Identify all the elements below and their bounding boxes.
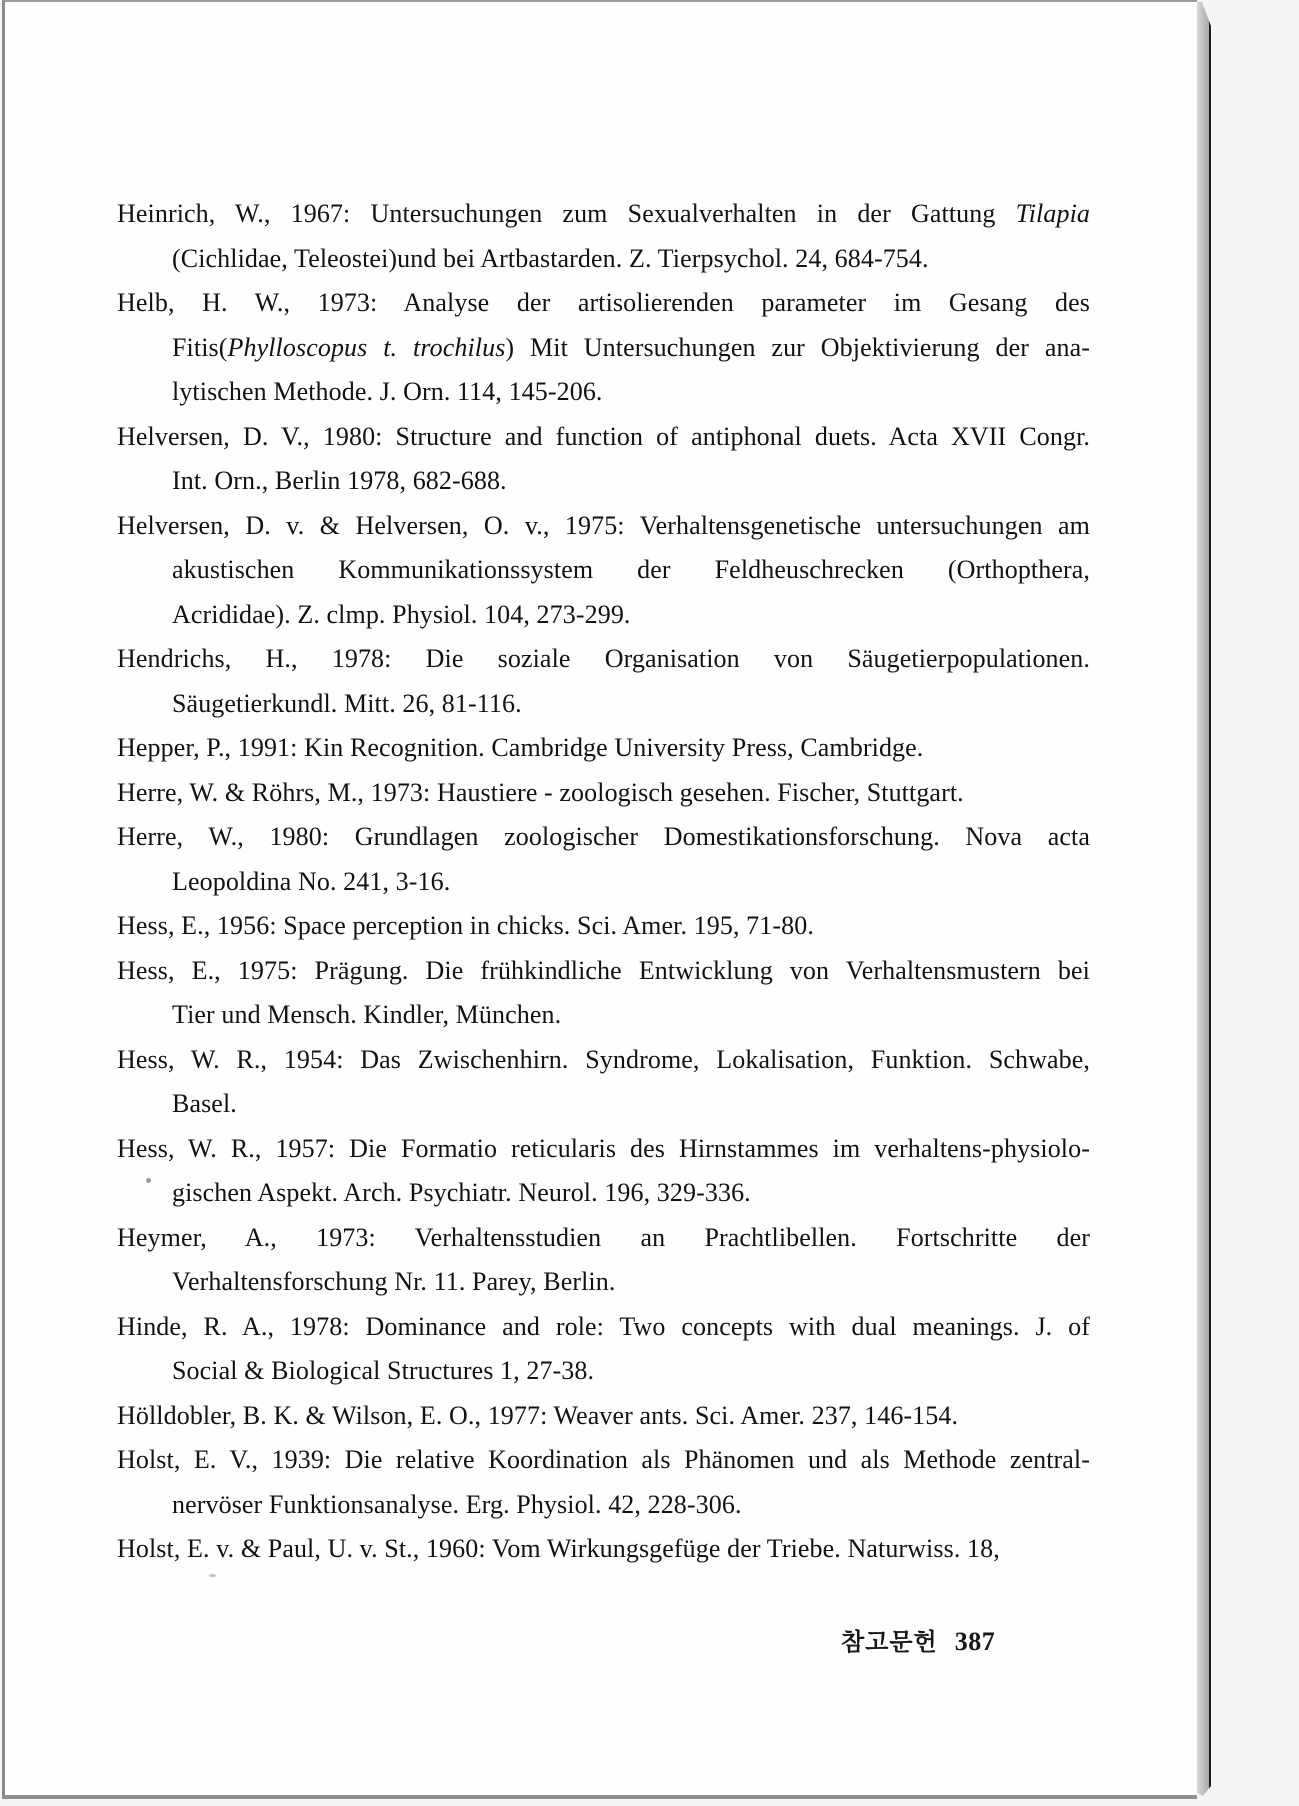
reference-text: Heinrich, W., 1967: Untersuchungen zum Sexualverhalten in der Gattung [117,199,1016,228]
reference-text: Herre, W., 1980: Grundlagen zoologischer Domestikationsforschung. Nova acta [117,822,1090,851]
scan-artifact [146,1178,151,1183]
reference-line [117,415,1090,460]
reference-entry [117,637,1090,726]
reference-entry [117,192,1090,281]
reference-text: Social & Biological Structures 1, 27-38. [172,1356,595,1385]
reference-entry [117,1438,1090,1527]
reference-text: Hendrichs, H., 1978: Die soziale Organisation von Säugetierpopulationen. [117,644,1090,673]
reference-text: Herre, W. & Röhrs, M., 1973: Haustiere - zoologisch gesehen. Fischer, Stuttgart. [117,777,964,807]
reference-line [172,459,1090,504]
reference-entry [117,1127,1090,1216]
species-name-italic: Tilapia [1015,199,1090,228]
reference-text: Tier und Mensch. Kindler, München. [172,1000,562,1029]
reference-line [117,1527,1090,1572]
reference-text: Hölldobler, B. K. & Wilson, E. O., 1977: Weaver ants. Sci. Amer. 237, 146-154. [117,1400,959,1430]
reference-entry [117,726,1090,771]
reference-text: lytischen Methode. J. Orn. 114, 145-206. [172,377,603,406]
page-edge [1197,2,1211,1796]
reference-line [172,682,1090,727]
reference-text: Int. Orn., Berlin 1978, 682-688. [172,466,507,495]
reference-line [172,860,1090,905]
reference-text: gischen Aspekt. Arch. Psychiatr. Neurol. 196, 329-336. [172,1178,751,1207]
reference-line [172,548,1090,593]
reference-line [117,637,1090,682]
reference-text: Hess, W. R., 1954: Das Zwischenhirn. Syndrome, Lokalisation, Funktion. Schwabe, [117,1044,1090,1074]
reference-line [172,993,1090,1038]
reference-line [117,1438,1090,1483]
reference-text: Helversen, D. v. & Helversen, O. v., 1975: Verhaltensgenetische untersuchungen am [117,510,1090,540]
reference-line [172,1260,1090,1305]
reference-text: Holst, E. V., 1939: Die relative Koordination als Phänomen und als Methode zentral- [117,1445,1090,1474]
reference-line [117,726,1090,771]
reference-text: Hess, W. R., 1957: Die Formatio reticularis des Hirnstammes im verhaltens-physiolo- [117,1133,1090,1163]
reference-text: Helb, H. W., 1973: Analyse der artisolierenden parameter im Gesang des [117,288,1090,317]
reference-text: Acrididae). Z. clmp. Physiol. 104, 273-299. [172,599,631,629]
reference-entry [117,1216,1090,1305]
reference-entry [117,281,1090,415]
scan-artifact [209,1574,216,1577]
footer-page-number: 387 [954,1627,996,1656]
page-footer [841,1622,995,1657]
reference-line [117,949,1090,994]
reference-text: (Cichlidae, Teleostei)und bei Artbastarden. Z. Tierpsychol. 24, 684-754. [172,243,929,273]
reference-entry [117,815,1090,904]
reference-text: nervöser Funktionsanalyse. Erg. Physiol. 42, 228-306. [172,1489,742,1519]
reference-entry [117,949,1090,1038]
reference-entry [117,504,1090,638]
reference-line [117,1038,1090,1083]
reference-entry [117,415,1090,504]
reference-text: Hess, E., 1956: Space perception in chicks. Sci. Amer. 195, 71-80. [117,911,814,940]
reference-line [117,192,1090,237]
reference-text: Säugetierkundl. Mitt. 26, 81-116. [172,688,522,718]
paper-sheet [2,0,1197,1799]
reference-line [172,1171,1090,1216]
reference-line [117,904,1090,949]
reference-text: Basel. [172,1089,237,1118]
reference-entry [117,771,1090,816]
species-name-italic: Phylloscopus t. trochilus [227,332,506,362]
reference-text: Fitis( [172,332,228,362]
reference-line [117,815,1090,860]
reference-line [172,237,1090,282]
reference-line [172,1082,1090,1127]
reference-text: Verhaltensforschung Nr. 11. Parey, Berlin. [172,1267,616,1296]
reference-text: akustischen Kommunikationssystem der Feldheuschrecken (Orthopthera, [172,555,1090,584]
reference-entry [117,1527,1090,1572]
reference-line [117,504,1090,549]
reference-line [117,1216,1090,1261]
reference-line [117,1394,1090,1439]
reference-line [172,326,1090,371]
reference-text: ) Mit Untersuchungen zur Objektivierung der ana- [505,332,1090,362]
reference-line [117,1305,1090,1350]
reference-entry [117,1038,1090,1127]
reference-line [172,593,1090,638]
reference-text: Hess, E., 1975: Prägung. Die frühkindliche Entwicklung von Verhaltensmustern bei [117,955,1090,985]
reference-entry [117,1305,1090,1394]
reference-text: Hepper, P., 1991: Kin Recognition. Cambridge University Press, Cambridge. [117,733,924,762]
reference-text: Helversen, D. V., 1980: Structure and function of antiphonal duets. Acta XVII Congr. [117,421,1090,451]
reference-text: Hinde, R. A., 1978: Dominance and role: Two concepts with dual meanings. J. of [117,1311,1090,1341]
reference-text: Holst, E. v. & Paul, U. v. St., 1960: Vom Wirkungsgefüge der Triebe. Naturwiss. 18, [117,1534,1000,1563]
reference-text: Heymer, A., 1973: Verhaltensstudien an Prachtlibellen. Fortschritte der [117,1222,1090,1252]
reference-line [172,1349,1090,1394]
reference-line [172,370,1090,415]
reference-text: Leopoldina No. 241, 3-16. [172,866,451,896]
footer-section-title: 참고문헌 [841,1628,938,1656]
references-list [117,192,1090,1572]
reference-entry [117,1394,1090,1439]
reference-line [117,771,1090,816]
reference-line [117,1127,1090,1172]
reference-line [172,1483,1090,1528]
reference-entry [117,904,1090,949]
reference-line [117,281,1090,326]
